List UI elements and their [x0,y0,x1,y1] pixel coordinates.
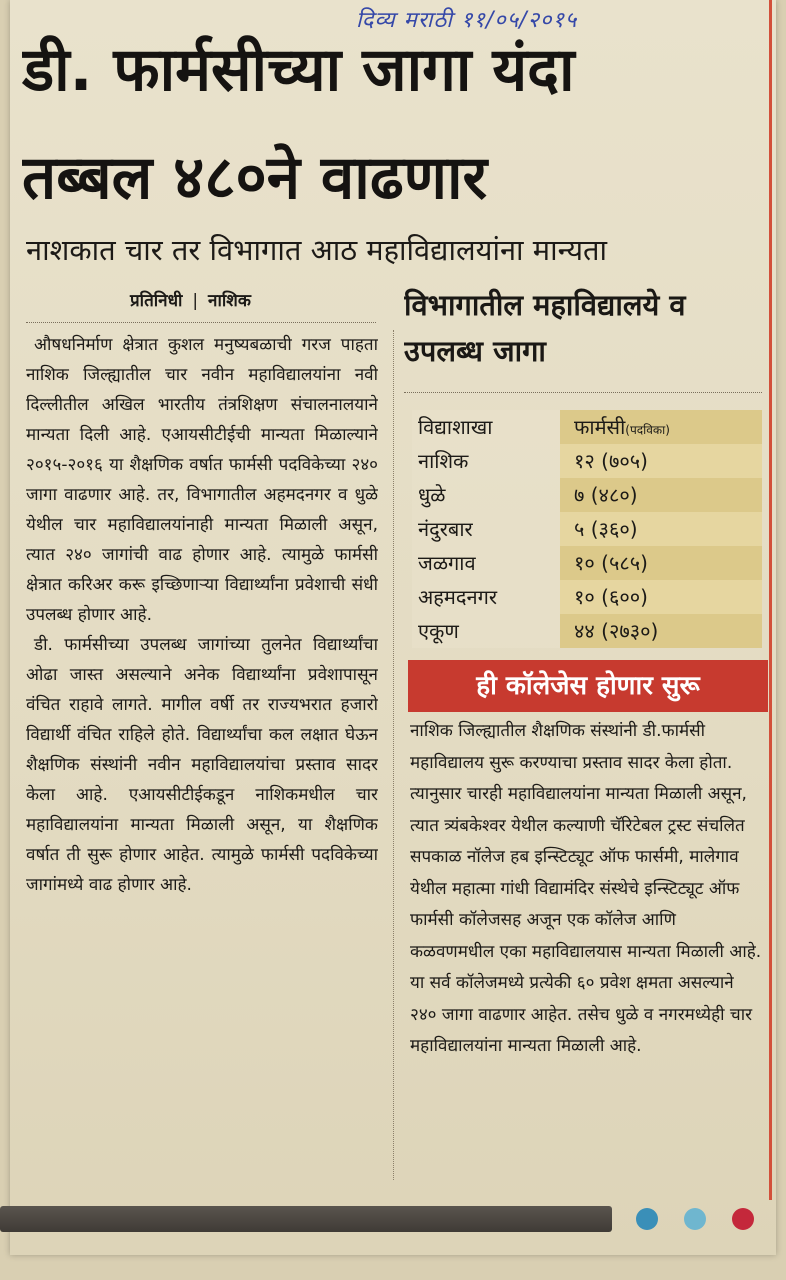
headline-line-1: डी. फार्मसीच्या जागा यंदा [22,35,575,105]
table-cell-district: नंदुरबार [412,512,560,546]
table-row [412,580,762,614]
article-paragraph-2: डी. फार्मसीच्या उपलब्ध जागांच्या तुलनेत विद्यार्थ्यांचा ओढा जास्त असल्याने अनेक विद्यार्थ्यांना प्रवेशापासून वंचित राहावे लागते. मागील वर्षी तर राज्यभरात हजारो विद्यार्थी वंचित राहिले होते. विद्यार्थ्यांचा कल लक्षात घेऊन शैक्षणिक संस्थांनी नवीन महाविद्यालयांचा प्रस्ताव सादर केला आहे. एआयसीटीईकडून नाशिकमधील चार महाविद्यालयांना मान्यता मिळाली असून, या शैक्षणिक वर्षात ती सुरू होणार आहेत. त्यामुळे फार्मसी पदविकेच्या जागांमध्ये वाढ होणार आहे. [26,635,378,895]
column-divider [393,330,394,1180]
table-header-pharmacy: फार्मसी [574,415,626,439]
sidebar-paragraph: नाशिक जिल्ह्यातील शैक्षणिक संस्थांनी डी.फार्मसी महाविद्यालय सुरू करण्याचा प्रस्ताव सादर केला होता. त्यानुसार चारही महाविद्यालयांना मान्यता मिळाली असून, त्यात त्र्यंबकेश्वर येथील कल्याणी चॅरिटेबल ट्रस्ट संचलित सपकाळ नॉलेज हब इन्स्टिट्यूट ऑफ फार्समी, मालेगाव येथील महात्मा गांधी विद्यामंदिर संस्थेचे इन्स्टिट्यूट ऑफ फार्मसी कॉलेजसह अजून एक कॉलेज आणि कळवणमधील एका महाविद्यालयास मान्यता मिळाली आहे. या सर्व कॉलेजमध्ये प्रत्येकी ६० प्रवेश क्षमता असल्याने २४० जागा वाढणार आहेत. तसेच धुळे व नगरमध्येही चार महाविद्यालयांना मान्यता मिळाली आहे. [410,721,762,1056]
page-edge-mark [769,0,772,1200]
table-header-row [412,410,762,444]
table-cell-district: जळगाव [412,546,560,580]
table-cell-value: १२ (७०५) [560,444,762,478]
light-blue-dot-icon [684,1208,706,1230]
seats-table [412,410,762,650]
table-cell-value: ५ (३६०) [560,512,762,546]
info-box-title: विभागातील महाविद्यालये व उपलब्ध जागा [404,288,686,368]
byline-separator: | [192,291,199,311]
table-cell-district: एकूण [412,614,560,648]
table-row [412,546,762,580]
table-cell-value: १० (५८५) [560,546,762,580]
byline [130,288,380,314]
table-cell-value: १० (६००) [560,580,762,614]
sidebar-body [410,716,762,1186]
byline-location: नाशिक [208,291,251,311]
red-dot-icon [732,1208,754,1230]
colleges-banner: ही कॉलेजेस होणार सुरू [408,660,768,712]
article-paragraph-1: औषधनिर्माण क्षेत्रात कुशल मनुष्यबळाची गरज पाहता नाशिक जिल्ह्यातील चार नवीन महाविद्यालयांना नवी दिल्लीतील अखिल भारतीय तंत्रशिक्षण संचालनालयाने मान्यता दिली आहे. एआयसीटीईची मान्यता मिळाल्याने २०१५-२०१६ या शैक्षणिक वर्षात फार्मसी पदविकेच्या २४० जागा वाढणार आहे. तर, विभागातील अहमदनगर व धुळे येथील चार महाविद्यालयांनाही मान्यता मिळाली असून, त्यात २४० जागांची वाढ होणार आहे. त्यामुळे फार्मसी क्षेत्रात करिअर करू इच्छिणाऱ्या विद्यार्थ्यांना प्रवेशाची संधी उपलब्ध होणार आहे. [26,335,378,625]
info-box-divider [404,392,762,393]
table-cell-district: नाशिक [412,444,560,478]
table-row [412,478,762,512]
headline-line-2: तब्बल ४८०ने वाढणार [22,143,488,213]
viewer-scroll-bar [0,1206,612,1232]
table-header-district: विद्याशाखा [412,410,560,444]
byline-reporter: प्रतिनिधी [130,291,183,311]
table-cell-district: अहमदनगर [412,580,560,614]
table-header-note: (पदविका) [625,423,670,437]
blue-dot-icon [636,1208,658,1230]
byline-divider [26,322,376,323]
subheadline: नाशकात चार तर विभागात आठ महाविद्यालयांना मान्यता [26,233,608,267]
table-row [412,444,762,478]
article-body [26,330,378,1180]
handwritten-date-note: दिव्य मराठी ११/०५/२०१५ [356,8,578,33]
table-total-row [412,614,762,648]
table-cell-value: ७ (४८०) [560,478,762,512]
table-cell-district: धुळे [412,478,560,512]
table-row [412,512,762,546]
table-cell-value: ४४ (२७३०) [560,614,762,648]
table-header-value [560,410,762,444]
